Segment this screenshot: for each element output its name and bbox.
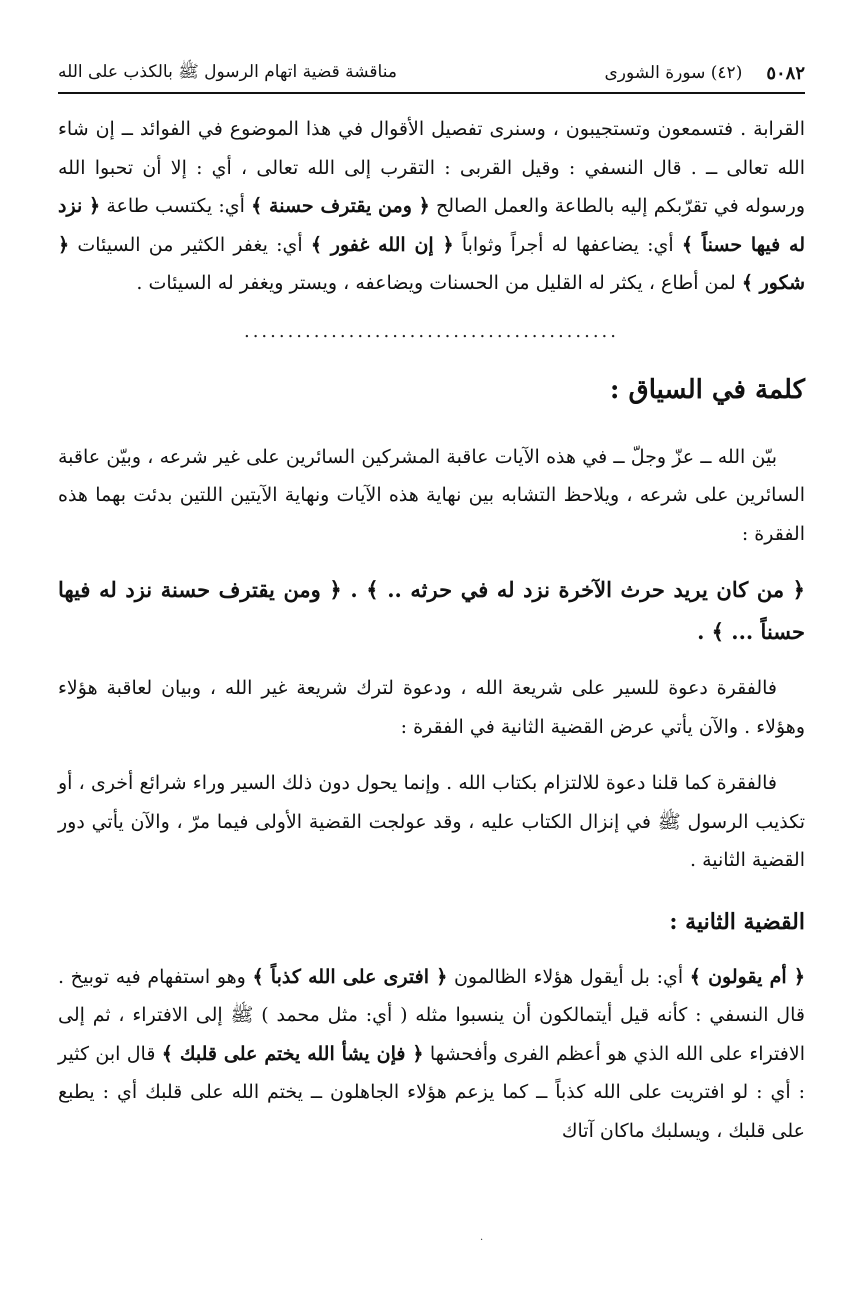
paragraph-second-issue [58,958,805,1151]
header-rule [58,92,805,94]
paragraph-call: فالفقرة دعوة للسير على شريعة الله ، ودعوة لترك شريعة غير الله ، وبيان لعاقبة هؤلاء وهؤلاء . والآن يأتي عرض القضية الثانية في الفقرة : [58,677,805,738]
page-body [58,110,805,1150]
dotted-separator: ........................................... [243,320,620,342]
text-run: القرابة . فتسمعون وتستجيبون ، وسنرى تفصيل الأقوال في هذا الموضوع في الفوائد ــ إن شاء الله تعالى ــ . قال النسفي : وقيل القربى : التقرب إلى الله تعالى ، أي : إلا أن تحبوا الله ورسوله في تقرّبكم إليه بالطاعة والعمل الصالح [58,118,806,217]
text-run: أي: يضاعفها له أجراً وثواباً [453,233,682,256]
text-run: لمن أطاع ، يكثر له القليل من الحسنات ويضاعفه ، ويستر ويغفر له السيئات . [136,272,742,294]
quran-quote: ﴿ افترى على الله كذباً ﴾ [252,965,448,988]
text-run: وهو استفهام فيه توبيخ . قال النسفي : كأنه قيل أيتمالكون أن ينسبوا مثله ( أي: مثل محمد ) ﷺ إلى الافتراء ، ثم إلى الافتراء على الله الذي هو أعظم الفرى وأفحشها [58,965,805,1065]
quran-quote: ﴿ ومن يقترف حسنة ﴾ [251,195,430,217]
text-run: أي: يكتسب طاعة [100,195,252,217]
quran-quote: ﴿ فإن يشأ الله يختم على قلبك ﴾ [161,1042,424,1065]
section-heading: كلمة في السياق : [609,374,805,405]
quran-quote: ﴿ شكور ﴾ [58,233,805,294]
quran-quote: ﴿ أم يقولون ﴾ [689,965,805,988]
paragraph-context: بيّن الله ــ عزّ وجلّ ــ في هذه الآيات عاقبة المشركين السائرين على غير شرعه ، وبيّن عاقبة السائرين على شرعه ، ويلاحظ التشابه بين نهاية هذه الآيات ونهاية الآيتين اللتين بدئت بهما هذه الفقرة : [58,445,805,545]
quran-quote: ﴿ نزد له فيها حسناً ﴾ [58,195,805,256]
sura-label: (٤٢) سورة الشورى [604,63,743,83]
chapter-title: مناقشة قضية اتهام الرسول ﷺ بالكذب على الله [58,61,397,82]
text-run: أي: بل أيقول هؤلاء الظالمون [447,965,690,988]
paragraph-commitment: فالفقرة كما قلنا دعوة للالتزام بكتاب الله . وإنما يحول دون ذلك السير وراء شرائع أخرى ، أو تكذيب الرسول ﷺ في إنزال الكتاب عليه ، وقد عولجت القضية الأولى فيما مرّ ، والآن يأتي دور القضية الثانية . [58,772,805,871]
quran-quote: ﴿ إن الله غفور ﴾ [310,233,454,256]
running-header [58,58,805,88]
spacer [58,746,805,764]
subsection-heading: القضية الثانية : [669,908,805,935]
footer-mark: . [480,1232,484,1243]
text-run: أي: يغفر الكثير من السيئات [69,233,311,256]
verse-quote: ﴿ من كان يريد حرث الآخرة نزد له في حرثه .. ﴾ . ﴿ ومن يقترف حسنة نزد له فيها حسناً ... ﴾ . [58,577,805,644]
page-number: ٥٠٨٢ [766,62,805,84]
paragraph-qarabah [58,110,805,303]
text-run: قال ابن كثير : أي : لو افتريت على الله كذباً ــ كما يزعم هؤلاء الجاهلون ــ يختم الله على قلبك أي : يطبع على قلبك ، ويسلبك ماكان آتاك [58,1042,805,1142]
